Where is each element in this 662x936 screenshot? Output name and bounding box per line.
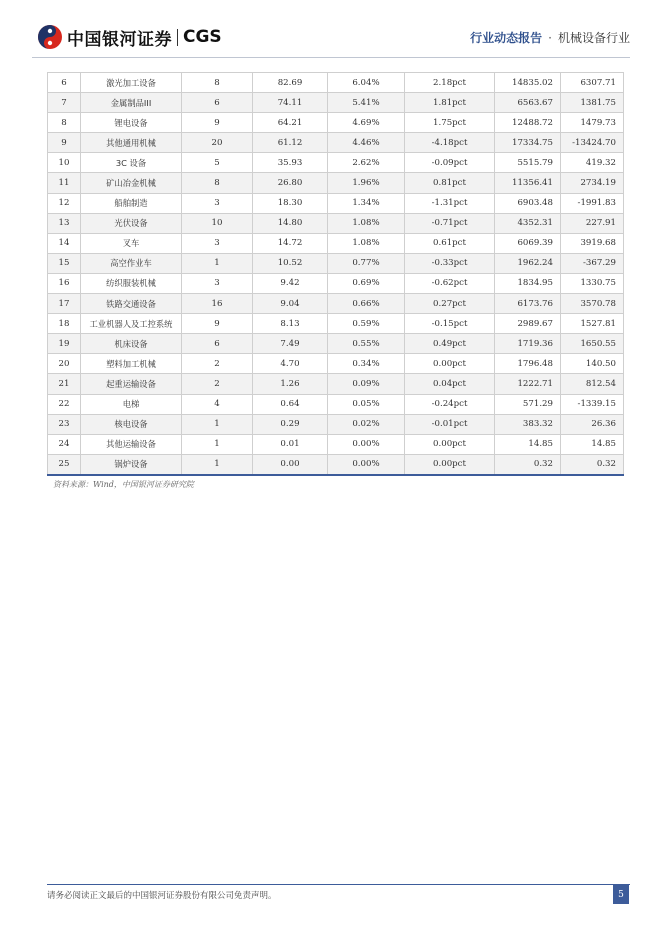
metric-a-cell: 0.32 (495, 454, 561, 475)
count-cell: 3 (182, 233, 253, 253)
share-cell: 0.69% (328, 273, 405, 293)
count-cell: 9 (182, 113, 253, 133)
table-row (48, 334, 624, 354)
rank-cell: 16 (48, 273, 81, 293)
share-cell: 1.34% (328, 193, 405, 213)
metric-b-cell: 227.91 (561, 213, 624, 233)
count-cell: 16 (182, 294, 253, 314)
industry-name-cell: 其他通用机械 (81, 133, 182, 153)
count-cell: 2 (182, 374, 253, 394)
rank-cell: 20 (48, 354, 81, 374)
rank-cell: 24 (48, 434, 81, 454)
metric-a-cell: 6563.67 (495, 93, 561, 113)
industry-name-cell: 3C 设备 (81, 153, 182, 173)
change-cell: 1.75pct (405, 113, 495, 133)
rank-cell: 14 (48, 233, 81, 253)
logo-chinese-name: 中国银河证券 (67, 29, 172, 50)
value-cell: 18.30 (253, 193, 328, 213)
rank-cell: 11 (48, 173, 81, 193)
metric-a-cell: 14835.02 (495, 73, 561, 93)
share-cell: 1.08% (328, 233, 405, 253)
metric-b-cell: 1527.81 (561, 314, 624, 334)
metric-b-cell: -13424.70 (561, 133, 624, 153)
change-cell: 0.27pct (405, 294, 495, 314)
table-body (48, 73, 624, 475)
value-cell: 14.72 (253, 233, 328, 253)
count-cell: 1 (182, 414, 253, 434)
change-cell: -0.33pct (405, 253, 495, 273)
footer-disclaimer: 请务必阅读正文最后的中国银河证券股份有限公司免责声明。 (47, 891, 277, 901)
share-cell: 5.41% (328, 93, 405, 113)
value-cell: 61.12 (253, 133, 328, 153)
table-row (48, 374, 624, 394)
table-row (48, 193, 624, 213)
change-cell: -0.09pct (405, 153, 495, 173)
change-cell: 0.49pct (405, 334, 495, 354)
industry-name-cell: 叉车 (81, 233, 182, 253)
table-row (48, 113, 624, 133)
header-divider (32, 57, 630, 58)
count-cell: 10 (182, 213, 253, 233)
metric-b-cell: 140.50 (561, 354, 624, 374)
industry-name-cell: 工业机器人及工控系统 (81, 314, 182, 334)
metric-a-cell: 14.85 (495, 434, 561, 454)
metric-a-cell: 1834.95 (495, 273, 561, 293)
count-cell: 8 (182, 173, 253, 193)
table-row (48, 273, 624, 293)
metric-b-cell: 812.54 (561, 374, 624, 394)
metric-a-cell: 2989.67 (495, 314, 561, 334)
report-category (470, 29, 630, 46)
metric-b-cell: 1650.55 (561, 334, 624, 354)
metric-b-cell: 1479.73 (561, 113, 624, 133)
value-cell: 4.70 (253, 354, 328, 374)
rank-cell: 13 (48, 213, 81, 233)
share-cell: 1.96% (328, 173, 405, 193)
table-row (48, 394, 624, 414)
industry-name-cell: 高空作业车 (81, 253, 182, 273)
count-cell: 5 (182, 153, 253, 173)
industry-name-cell: 光伏设备 (81, 213, 182, 233)
share-cell: 0.05% (328, 394, 405, 414)
share-cell: 0.09% (328, 374, 405, 394)
share-cell: 0.00% (328, 434, 405, 454)
value-cell: 14.80 (253, 213, 328, 233)
rank-cell: 9 (48, 133, 81, 153)
change-cell: -0.24pct (405, 394, 495, 414)
rank-cell: 19 (48, 334, 81, 354)
share-cell: 1.08% (328, 213, 405, 233)
industry-name-cell: 船舶制造 (81, 193, 182, 213)
footer-divider (47, 884, 630, 885)
report-type: 行业动态报告 (470, 31, 543, 45)
metric-a-cell: 11356.41 (495, 173, 561, 193)
industry-name-cell: 核电设备 (81, 414, 182, 434)
metric-a-cell: 6173.76 (495, 294, 561, 314)
count-cell: 9 (182, 314, 253, 334)
value-cell: 74.11 (253, 93, 328, 113)
metric-a-cell: 383.32 (495, 414, 561, 434)
share-cell: 0.02% (328, 414, 405, 434)
metric-b-cell: 2734.19 (561, 173, 624, 193)
metric-b-cell: 1381.75 (561, 93, 624, 113)
count-cell: 8 (182, 73, 253, 93)
table-row (48, 73, 624, 93)
rank-cell: 25 (48, 454, 81, 475)
industry-data-table (47, 72, 624, 476)
industry-name-cell: 纺织服装机械 (81, 273, 182, 293)
rank-cell: 12 (48, 193, 81, 213)
share-cell: 0.55% (328, 334, 405, 354)
table-row (48, 434, 624, 454)
industry-name-cell: 起重运输设备 (81, 374, 182, 394)
rank-cell: 17 (48, 294, 81, 314)
metric-b-cell: 3919.68 (561, 233, 624, 253)
table-row (48, 233, 624, 253)
industry-name-cell: 金属制品III (81, 93, 182, 113)
change-cell: 0.61pct (405, 233, 495, 253)
share-cell: 4.46% (328, 133, 405, 153)
change-cell: 1.81pct (405, 93, 495, 113)
share-cell: 2.62% (328, 153, 405, 173)
industry-name-cell: 激光加工设备 (81, 73, 182, 93)
change-cell: -0.15pct (405, 314, 495, 334)
rank-cell: 8 (48, 113, 81, 133)
industry-name-cell: 锂电设备 (81, 113, 182, 133)
rank-cell: 18 (48, 314, 81, 334)
change-cell: -0.71pct (405, 213, 495, 233)
metric-a-cell: 6069.39 (495, 233, 561, 253)
value-cell: 7.49 (253, 334, 328, 354)
count-cell: 1 (182, 253, 253, 273)
value-cell: 0.29 (253, 414, 328, 434)
metric-b-cell: -367.29 (561, 253, 624, 273)
metric-a-cell: 571.29 (495, 394, 561, 414)
logo-english-name: CGS (183, 27, 222, 47)
industry-name-cell: 锅炉设备 (81, 454, 182, 475)
table-row (48, 93, 624, 113)
count-cell: 2 (182, 354, 253, 374)
change-cell: -1.31pct (405, 193, 495, 213)
rank-cell: 15 (48, 253, 81, 273)
table-row (48, 294, 624, 314)
metric-a-cell: 1719.36 (495, 334, 561, 354)
rank-cell: 6 (48, 73, 81, 93)
rank-cell: 10 (48, 153, 81, 173)
table-row (48, 253, 624, 273)
page-header (0, 0, 662, 60)
industry-name-cell: 塑料加工机械 (81, 354, 182, 374)
value-cell: 9.42 (253, 273, 328, 293)
change-cell: -0.62pct (405, 273, 495, 293)
metric-b-cell: 26.36 (561, 414, 624, 434)
value-cell: 35.93 (253, 153, 328, 173)
metric-b-cell: 14.85 (561, 434, 624, 454)
table-row (48, 354, 624, 374)
metric-a-cell: 6903.48 (495, 193, 561, 213)
metric-a-cell: 17334.75 (495, 133, 561, 153)
cgs-logo (37, 24, 222, 50)
industry-name: 机械设备行业 (557, 31, 630, 45)
metric-a-cell: 4352.31 (495, 213, 561, 233)
count-cell: 20 (182, 133, 253, 153)
share-cell: 6.04% (328, 73, 405, 93)
count-cell: 1 (182, 454, 253, 475)
industry-name-cell: 矿山冶金机械 (81, 173, 182, 193)
change-cell: 0.04pct (405, 374, 495, 394)
table-row (48, 213, 624, 233)
value-cell: 0.00 (253, 454, 328, 475)
count-cell: 3 (182, 273, 253, 293)
metric-b-cell: 1330.75 (561, 273, 624, 293)
share-cell: 0.59% (328, 314, 405, 334)
rank-cell: 23 (48, 414, 81, 434)
change-cell: 0.00pct (405, 354, 495, 374)
count-cell: 6 (182, 93, 253, 113)
table-row (48, 153, 624, 173)
header-separator: · (548, 31, 552, 45)
value-cell: 10.52 (253, 253, 328, 273)
metric-b-cell: -1991.83 (561, 193, 624, 213)
cgs-logo-icon (37, 24, 63, 50)
metric-a-cell: 5515.79 (495, 153, 561, 173)
change-cell: 2.18pct (405, 73, 495, 93)
metric-b-cell: 419.32 (561, 153, 624, 173)
industry-name-cell: 其他运输设备 (81, 434, 182, 454)
change-cell: 0.00pct (405, 434, 495, 454)
metric-b-cell: 0.32 (561, 454, 624, 475)
industry-name-cell: 机床设备 (81, 334, 182, 354)
change-cell: -0.01pct (405, 414, 495, 434)
metric-a-cell: 1796.48 (495, 354, 561, 374)
metric-a-cell: 12488.72 (495, 113, 561, 133)
count-cell: 3 (182, 193, 253, 213)
value-cell: 82.69 (253, 73, 328, 93)
page-number: 5 (613, 885, 629, 904)
count-cell: 4 (182, 394, 253, 414)
value-cell: 8.13 (253, 314, 328, 334)
source-note: 资料来源：Wind，中国银河证券研究院 (53, 480, 194, 489)
change-cell: -4.18pct (405, 133, 495, 153)
value-cell: 0.01 (253, 434, 328, 454)
value-cell: 64.21 (253, 113, 328, 133)
share-cell: 0.77% (328, 253, 405, 273)
metric-a-cell: 1962.24 (495, 253, 561, 273)
table-row (48, 414, 624, 434)
table-row (48, 454, 624, 475)
count-cell: 1 (182, 434, 253, 454)
share-cell: 4.69% (328, 113, 405, 133)
rank-cell: 22 (48, 394, 81, 414)
metric-b-cell: 3570.78 (561, 294, 624, 314)
rank-cell: 21 (48, 374, 81, 394)
metric-b-cell: -1339.15 (561, 394, 624, 414)
value-cell: 26.80 (253, 173, 328, 193)
logo-divider (177, 29, 178, 46)
industry-name-cell: 电梯 (81, 394, 182, 414)
value-cell: 0.64 (253, 394, 328, 414)
table-row (48, 314, 624, 334)
table-row (48, 173, 624, 193)
table-row (48, 133, 624, 153)
value-cell: 9.04 (253, 294, 328, 314)
share-cell: 0.34% (328, 354, 405, 374)
metric-b-cell: 6307.71 (561, 73, 624, 93)
change-cell: 0.00pct (405, 454, 495, 475)
metric-a-cell: 1222.71 (495, 374, 561, 394)
industry-name-cell: 铁路交通设备 (81, 294, 182, 314)
value-cell: 1.26 (253, 374, 328, 394)
change-cell: 0.81pct (405, 173, 495, 193)
share-cell: 0.66% (328, 294, 405, 314)
share-cell: 0.00% (328, 454, 405, 475)
count-cell: 6 (182, 334, 253, 354)
rank-cell: 7 (48, 93, 81, 113)
